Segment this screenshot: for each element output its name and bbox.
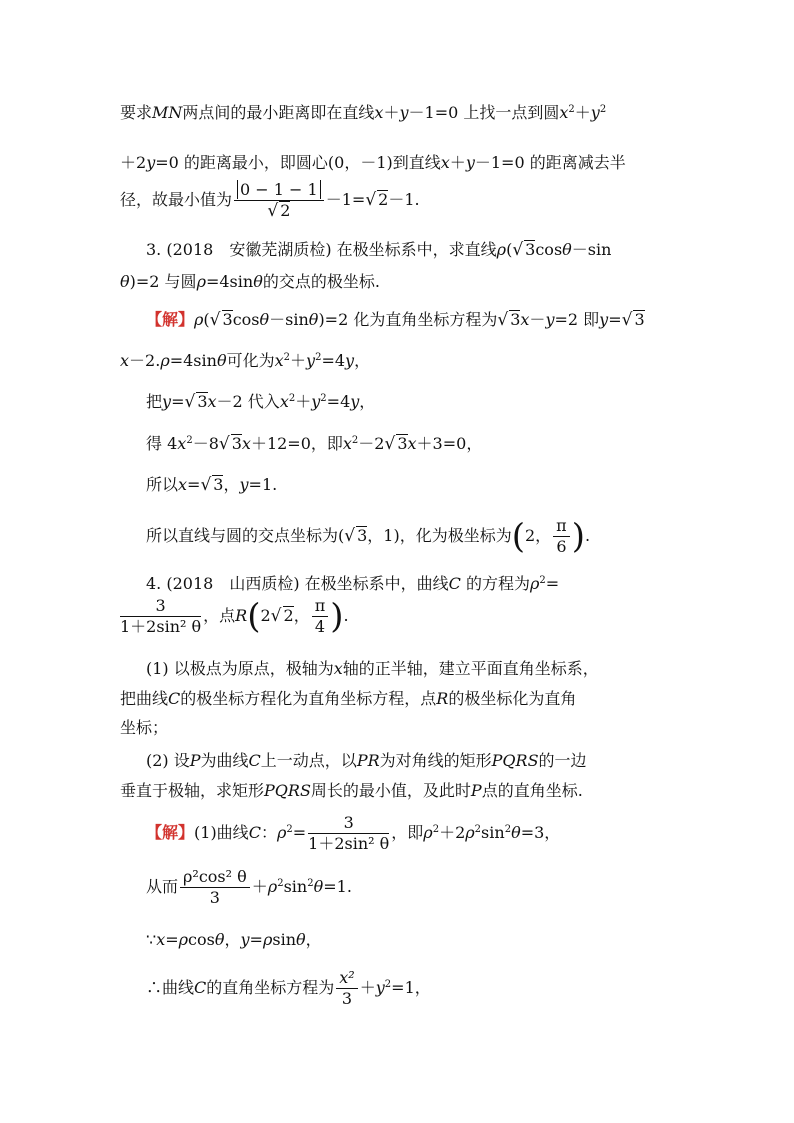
text: ， — [354, 351, 371, 370]
solution-tag: 【解】 — [146, 823, 195, 842]
text: ＋3=0， — [416, 434, 483, 453]
text-line-2 — [120, 152, 626, 174]
text: ， — [223, 475, 240, 494]
text: x — [407, 434, 417, 453]
text: y — [239, 475, 249, 494]
text: ，1)，化为极坐标为 — [367, 526, 512, 545]
text: 2 — [260, 606, 271, 625]
text: ： — [260, 823, 277, 842]
text: ＋ — [449, 153, 466, 172]
text: θ — [120, 272, 130, 291]
text: 从而 — [146, 877, 179, 896]
text: 可化为 — [226, 351, 275, 370]
text: －sin — [269, 310, 309, 329]
text: P — [470, 781, 482, 800]
superscript: 2 — [315, 352, 322, 363]
text: 所以直线与圆的交点坐标为( — [146, 526, 345, 545]
text: x — [342, 434, 352, 453]
solution-3-line-1: 【解】ρ(√ 3cosθ－sinθ)=2 化为直角坐标方程为√ 3x－y=2 即y=√ 3 — [146, 310, 645, 330]
superscript: 2 — [283, 352, 290, 363]
sqrt-content: 3 — [397, 434, 408, 453]
solution-4-line-3 — [146, 929, 322, 951]
text: x — [559, 103, 569, 122]
sqrt-content: 3 — [525, 240, 536, 259]
text: y — [350, 392, 360, 411]
solution-3-line-2 — [120, 350, 370, 372]
text: PQRS — [491, 751, 539, 770]
text: MN — [152, 103, 183, 122]
text: =4 — [326, 392, 351, 411]
text: x — [177, 434, 187, 453]
sqrt-content: 2 — [283, 606, 294, 625]
text: =1. — [323, 877, 352, 896]
part-1-line-1 — [146, 658, 599, 680]
text: =4 — [321, 351, 346, 370]
text: y — [345, 351, 355, 370]
text: = — [171, 392, 185, 411]
numerator: x² — [336, 968, 357, 989]
text: =1. — [248, 475, 278, 494]
text: θ — [214, 930, 225, 949]
denominator: 3 — [341, 989, 353, 1008]
solution-4-line-2 — [146, 867, 352, 908]
superscript: 2 — [288, 393, 296, 404]
text: ρ — [194, 310, 204, 329]
text: θ — [296, 930, 306, 949]
text: x — [120, 351, 130, 370]
text: R — [235, 606, 248, 625]
superscript: 2 — [384, 979, 392, 990]
denominator: 1＋2sin² θ — [120, 617, 202, 636]
superscript: 2 — [599, 104, 607, 115]
part-1-line-2 — [120, 688, 576, 710]
text: θ — [511, 823, 521, 842]
text: 点的直角坐标. — [481, 781, 583, 800]
text: x — [333, 659, 343, 678]
text: 的极坐标化为直角 — [448, 689, 577, 708]
text: ρ — [423, 823, 433, 842]
text: 把曲线 — [120, 689, 169, 708]
text: ＋ — [295, 392, 312, 411]
text: － — [529, 310, 546, 329]
superscript: 2 — [286, 824, 293, 835]
text: )=2 化为直角坐标方程为 — [318, 310, 498, 329]
text: ， — [305, 930, 322, 949]
text: y — [590, 103, 600, 122]
part-2-line-2 — [120, 780, 583, 802]
text: 轴的正半轴，建立平面直角坐标系， — [342, 659, 599, 678]
text: ，点 — [203, 606, 236, 625]
part-2-line-1 — [146, 750, 587, 772]
text: ， — [293, 606, 310, 625]
text: 的极坐标方程化为直角坐标方程，点 — [180, 689, 437, 708]
text: ρ — [530, 574, 540, 593]
text: (1) 以极点为原点，极轴为 — [146, 659, 334, 678]
text: ， — [224, 930, 241, 949]
text: = — [187, 475, 201, 494]
denominator: 4 — [314, 617, 326, 636]
text: C — [448, 574, 461, 593]
text: = — [292, 823, 307, 842]
text: C — [194, 978, 207, 997]
text: PQRS — [264, 781, 311, 800]
sqrt-content: 3 — [510, 310, 521, 329]
question-3-line-1: 3. (2018 安徽芜湖质检) 在极坐标系中，求直线ρ(√ 3cosθ－sin — [146, 240, 612, 260]
text: 的交点的极坐标. — [262, 272, 380, 291]
text: 把 — [146, 392, 163, 411]
text: . — [343, 606, 349, 625]
text: －2 — [358, 434, 385, 453]
sqrt-content: 2 — [378, 190, 389, 209]
text: cos — [188, 930, 215, 949]
text: ρ — [267, 877, 278, 896]
text: ρ — [160, 351, 170, 370]
superscript: 2 — [320, 393, 327, 404]
text: －1= — [325, 190, 366, 209]
text: x — [274, 351, 284, 370]
text: = — [545, 574, 560, 593]
question-4-line-1 — [146, 573, 559, 595]
solution-4-line-4 — [146, 968, 431, 1009]
text: 的一边 — [538, 751, 587, 770]
question-4-line-2: $\frac{3}{\text{1＋2sin² θ}}$ ，点R(2√ 2， $\frac{\pi}{4}$ ). — [120, 596, 349, 637]
text: ，即 — [391, 823, 424, 842]
text: 的直角坐标方程为 — [206, 978, 335, 997]
text: 为对角线的矩形 — [379, 751, 492, 770]
text: y — [162, 392, 172, 411]
text: sin — [481, 823, 505, 842]
text: 的方程为 — [466, 574, 531, 593]
text: x — [520, 310, 530, 329]
text: 坐标； — [120, 718, 169, 737]
text: －2 代入 — [216, 392, 280, 411]
text: ρ — [276, 823, 287, 842]
text: )=2 与圆 — [129, 272, 197, 291]
text: 为曲线 — [200, 751, 249, 770]
text: y — [240, 930, 250, 949]
text: y — [399, 103, 409, 122]
text: y — [545, 310, 555, 329]
text: 2， — [524, 526, 552, 545]
text: 垂直于极轴，求矩形 — [120, 781, 265, 800]
text: 所以 — [146, 475, 179, 494]
text: 得 4 — [146, 434, 178, 453]
text: sin — [272, 930, 296, 949]
text: ρ — [262, 930, 273, 949]
text: =1， — [391, 978, 431, 997]
sqrt-content: 3 — [634, 310, 645, 329]
text: ρ — [178, 930, 189, 949]
text: = — [608, 310, 622, 329]
text: ＋12=0，即 — [250, 434, 343, 453]
text: θ — [253, 272, 263, 291]
text: C — [248, 823, 261, 842]
text: 周长的最小值，及此时 — [310, 781, 471, 800]
text: 两点间的最小距离即在直线 — [182, 103, 375, 122]
text: R — [436, 689, 449, 708]
text: y — [306, 351, 316, 370]
text: ρ — [496, 240, 507, 259]
question-3-line-2 — [120, 271, 380, 293]
text: cos — [535, 240, 563, 259]
text: ( — [506, 240, 513, 259]
fraction: $\frac{0 - 1 - 1}{√ 2}$ — [234, 180, 324, 221]
text: y — [599, 310, 609, 329]
text: (1)曲线 — [194, 823, 249, 842]
superscript: 2 — [351, 435, 359, 446]
text: 4. (2018 山西质检) 在极坐标系中，曲线 — [146, 574, 449, 593]
text: ＋ — [359, 978, 376, 997]
fraction — [553, 516, 570, 557]
sqrt-content: 3 — [231, 434, 242, 453]
numerator: π — [312, 596, 329, 617]
text: 上一动点，以 — [260, 751, 357, 770]
sqrt-content: 3 — [213, 475, 224, 494]
text: ＋2 — [439, 823, 466, 842]
superscript: 2 — [186, 435, 193, 446]
text: 径，故最小值为 — [120, 190, 233, 209]
text: －1. — [388, 190, 420, 209]
text: －2. — [129, 351, 161, 370]
solution-tag: 【解】 — [146, 310, 195, 329]
text: θ — [216, 351, 227, 370]
numerator: ρ²cos² θ — [180, 867, 250, 888]
text: x — [279, 392, 289, 411]
text: =4sin — [205, 272, 254, 291]
text: θ — [259, 310, 270, 329]
text: y — [311, 392, 321, 411]
text: (2) 设 — [146, 751, 190, 770]
text: x — [241, 434, 251, 453]
text-line-1 — [120, 102, 606, 124]
fraction — [336, 968, 357, 1009]
denominator: 6 — [556, 537, 567, 556]
text: θ — [313, 877, 324, 896]
text: y — [375, 978, 385, 997]
text: ( — [203, 310, 210, 329]
superscript: 2 — [277, 878, 284, 889]
text: = — [165, 930, 179, 949]
text: x — [207, 392, 217, 411]
denominator: 3 — [209, 888, 220, 907]
sqrt-content: 3 — [197, 392, 208, 411]
text: P — [189, 751, 201, 770]
text: y — [146, 153, 156, 172]
denominator: 2 — [280, 201, 291, 220]
numerator: π — [553, 516, 570, 537]
text: =2 即 — [554, 310, 600, 329]
superscript: 2 — [307, 878, 314, 889]
text: x — [156, 930, 166, 949]
text: －1=0 上找一点到圆 — [408, 103, 560, 122]
text: ρ — [196, 272, 206, 291]
sqrt-content: 3 — [222, 310, 233, 329]
solution-4-line-1 — [146, 813, 560, 854]
text: 3. (2018 安徽芜湖质检) 在极坐标系中，求直线 — [146, 240, 497, 259]
superscript: 2 — [432, 824, 440, 835]
text: x — [178, 475, 188, 494]
solution-3-line-6: 所以直线与圆的交点坐标为(√ 3，1)，化为极坐标为(2， $\frac{\pi}{6}$ ). — [146, 516, 591, 557]
text: ∴曲线 — [146, 978, 195, 997]
fraction — [312, 596, 329, 637]
text: =3， — [520, 823, 561, 842]
numerator: 3 — [120, 596, 201, 617]
text: ＋ — [574, 103, 591, 122]
sqrt-content: 3 — [357, 526, 368, 545]
numerator: 3 — [308, 813, 389, 834]
text: =0 的距离最小，即圆心(0，－1)到直线 — [155, 153, 441, 172]
text: cos — [232, 310, 260, 329]
text: ＋ — [383, 103, 400, 122]
superscript: 2 — [504, 824, 512, 835]
text: θ — [562, 240, 572, 259]
text: . — [584, 526, 591, 545]
text: C — [168, 689, 181, 708]
denominator: 1＋2sin² θ — [308, 834, 390, 853]
text: ＋ — [290, 351, 307, 370]
text: θ — [308, 310, 319, 329]
fraction — [120, 596, 201, 637]
text: x — [440, 153, 450, 172]
solution-3-line-4: 得 $4x^2-8√$ 3x＋12=0，即$x^2-2√$ 3x＋3=0， — [146, 434, 483, 454]
part-1-line-3 — [120, 717, 168, 739]
superscript: 2 — [474, 824, 482, 835]
text: y — [465, 153, 475, 172]
superscript: 2 — [568, 104, 575, 115]
text: sin — [283, 877, 308, 896]
text: 要求 — [120, 103, 153, 122]
text: －sin — [571, 240, 612, 259]
numerator: 0 − 1 − 1 — [237, 180, 321, 199]
fraction — [180, 867, 250, 908]
fraction — [308, 813, 389, 854]
text: PR — [356, 751, 380, 770]
solution-3-line-3: 把y=√ 3x－2 代入$x^2+y^2=4y$， — [146, 392, 376, 412]
text: = — [249, 930, 263, 949]
superscript: 2 — [539, 575, 546, 586]
text: ＋ — [251, 877, 268, 896]
text: －8 — [192, 434, 219, 453]
text: x — [374, 103, 384, 122]
text: ＋2 — [120, 153, 147, 172]
text: ∵ — [146, 930, 157, 949]
text: －1=0 的距离减去半 — [474, 153, 626, 172]
text: =4sin — [169, 351, 217, 370]
text: ρ — [465, 823, 475, 842]
solution-3-line-5: 所以x=√ 3，y=1. — [146, 475, 278, 495]
text: ， — [359, 392, 376, 411]
text: C — [248, 751, 261, 770]
text-line-3: 径，故最小值为 $\frac{0 - 1 - 1}{√ 2}$ －1=√ 2－1. — [120, 180, 420, 221]
